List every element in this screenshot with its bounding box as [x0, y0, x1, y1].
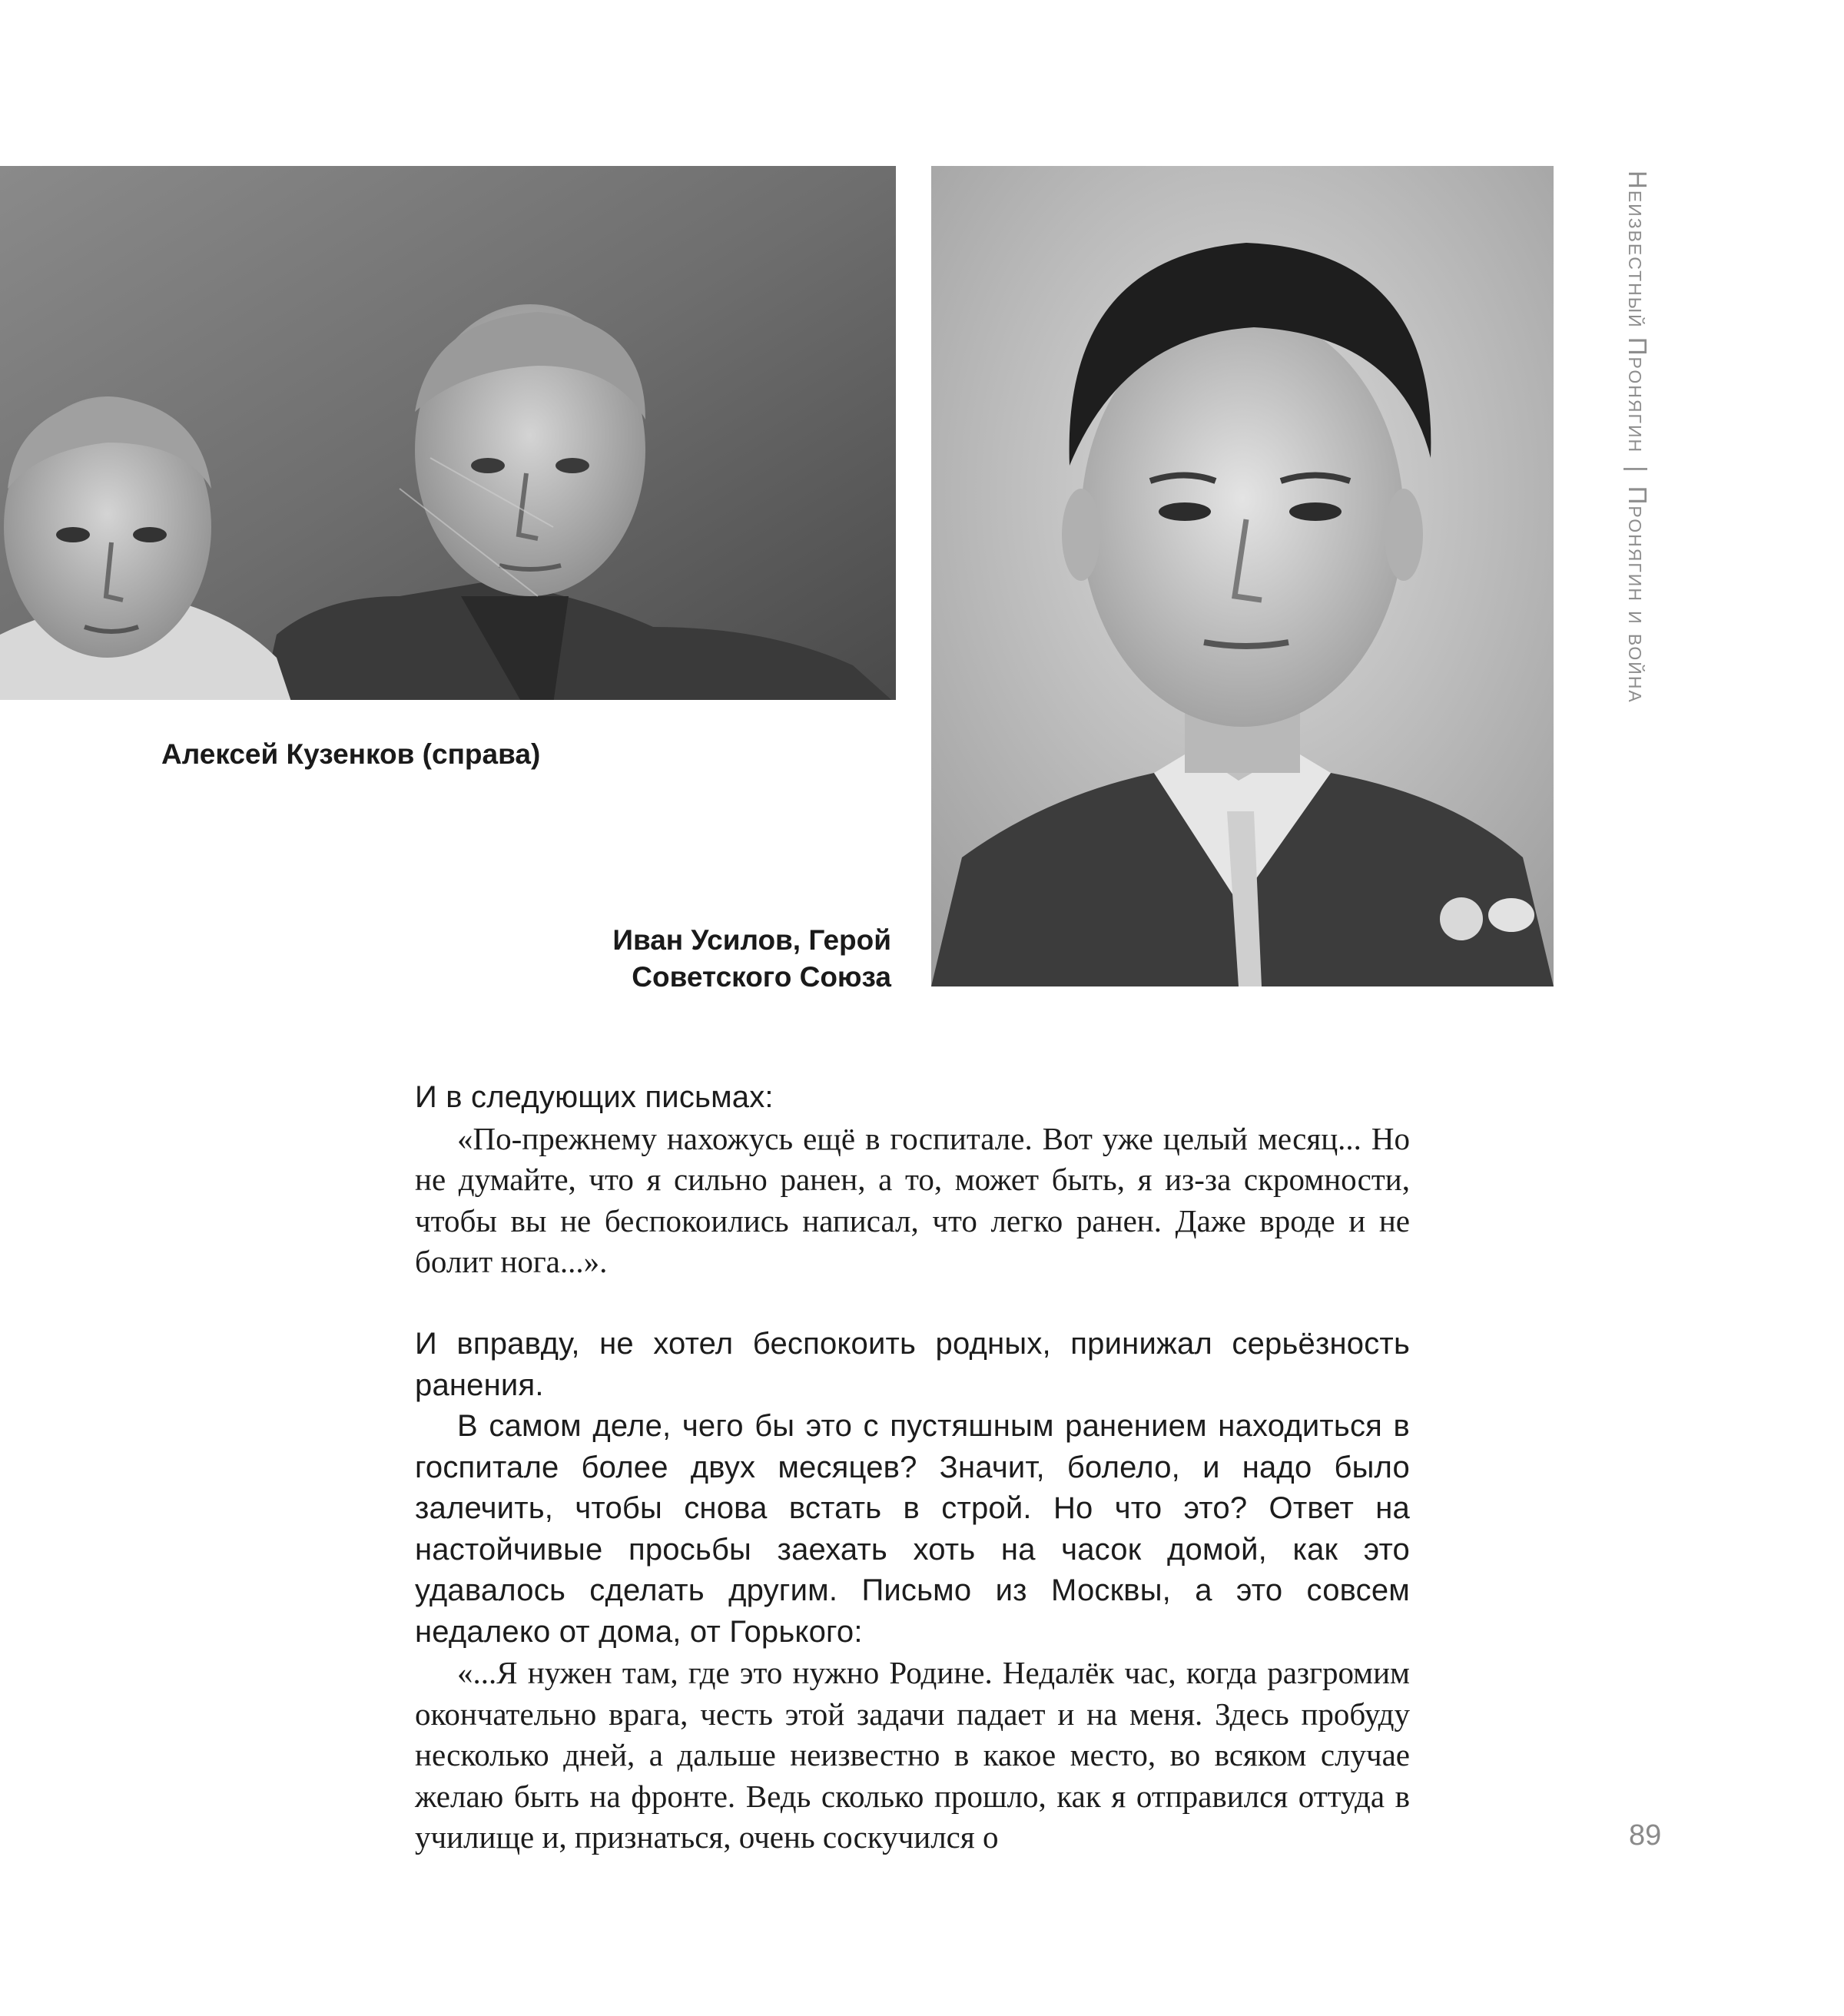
running-head-separator: | — [1623, 466, 1652, 474]
caption-kuzenkov: Алексей Кузенков (справа) — [161, 738, 541, 770]
photo-portrait-usilov-image — [931, 166, 1554, 986]
caption-usilov — [446, 922, 891, 996]
photo-two-soldiers-image — [0, 166, 896, 700]
photo-two-soldiers — [0, 166, 896, 700]
running-head — [1623, 171, 1652, 704]
photo-portrait-usilov — [931, 166, 1554, 986]
caption-usilov-line2: Советского Союза — [632, 961, 891, 993]
text-block-2 — [415, 1324, 1410, 1858]
letter-quote-2: «...Я нужен там, где это нужно Родине. Недалёк час, когда разгромим окончательно врага, честь этой задачи падает и на меня. Здесь пробуду несколько дней, а дальше неизвестно в какое место, во всяком случае желаю быть на фронте. Ведь сколько прошло, как я отправился оттуда в училище и, признаться, очень соскучился о — [415, 1655, 1410, 1855]
paragraph-comment: И вправду, не хотел беспокоить родных, принижал серьёзность ранения. — [415, 1327, 1410, 1402]
paragraph-hospital: В самом деле, чего бы это с пустяшным ранением находиться в госпитале более двух месяцев? Значит, болело, и надо было залечить, чтобы снова встать в строй. Но что это? Ответ на настойчивые просьбы заехать хоть на часок домой, как это удавалось сделать другим. Письмо из Москвы, а это совсем недалеко от дома, от Горького: — [415, 1409, 1410, 1649]
paragraph-intro: И в следующих письмах: — [415, 1080, 774, 1114]
text-block-1 — [415, 1077, 1410, 1283]
caption-usilov-line1: Иван Усилов, Герой — [612, 924, 891, 956]
running-head-book-title: Неизвестный Пронягин — [1623, 171, 1652, 454]
page-number: 89 — [1629, 1819, 1662, 1852]
letter-quote-1: «По-прежнему нахожусь ещё в госпитале. Вот уже целый месяц... Но не думайте, что я сильно ранен, а то, может быть, я из-за скромности, чтобы вы не беспокоились написал, что легко ранен. Даже вроде и не болит нога...». — [415, 1120, 1410, 1279]
running-head-chapter-title: Пронягин и война — [1623, 486, 1652, 704]
